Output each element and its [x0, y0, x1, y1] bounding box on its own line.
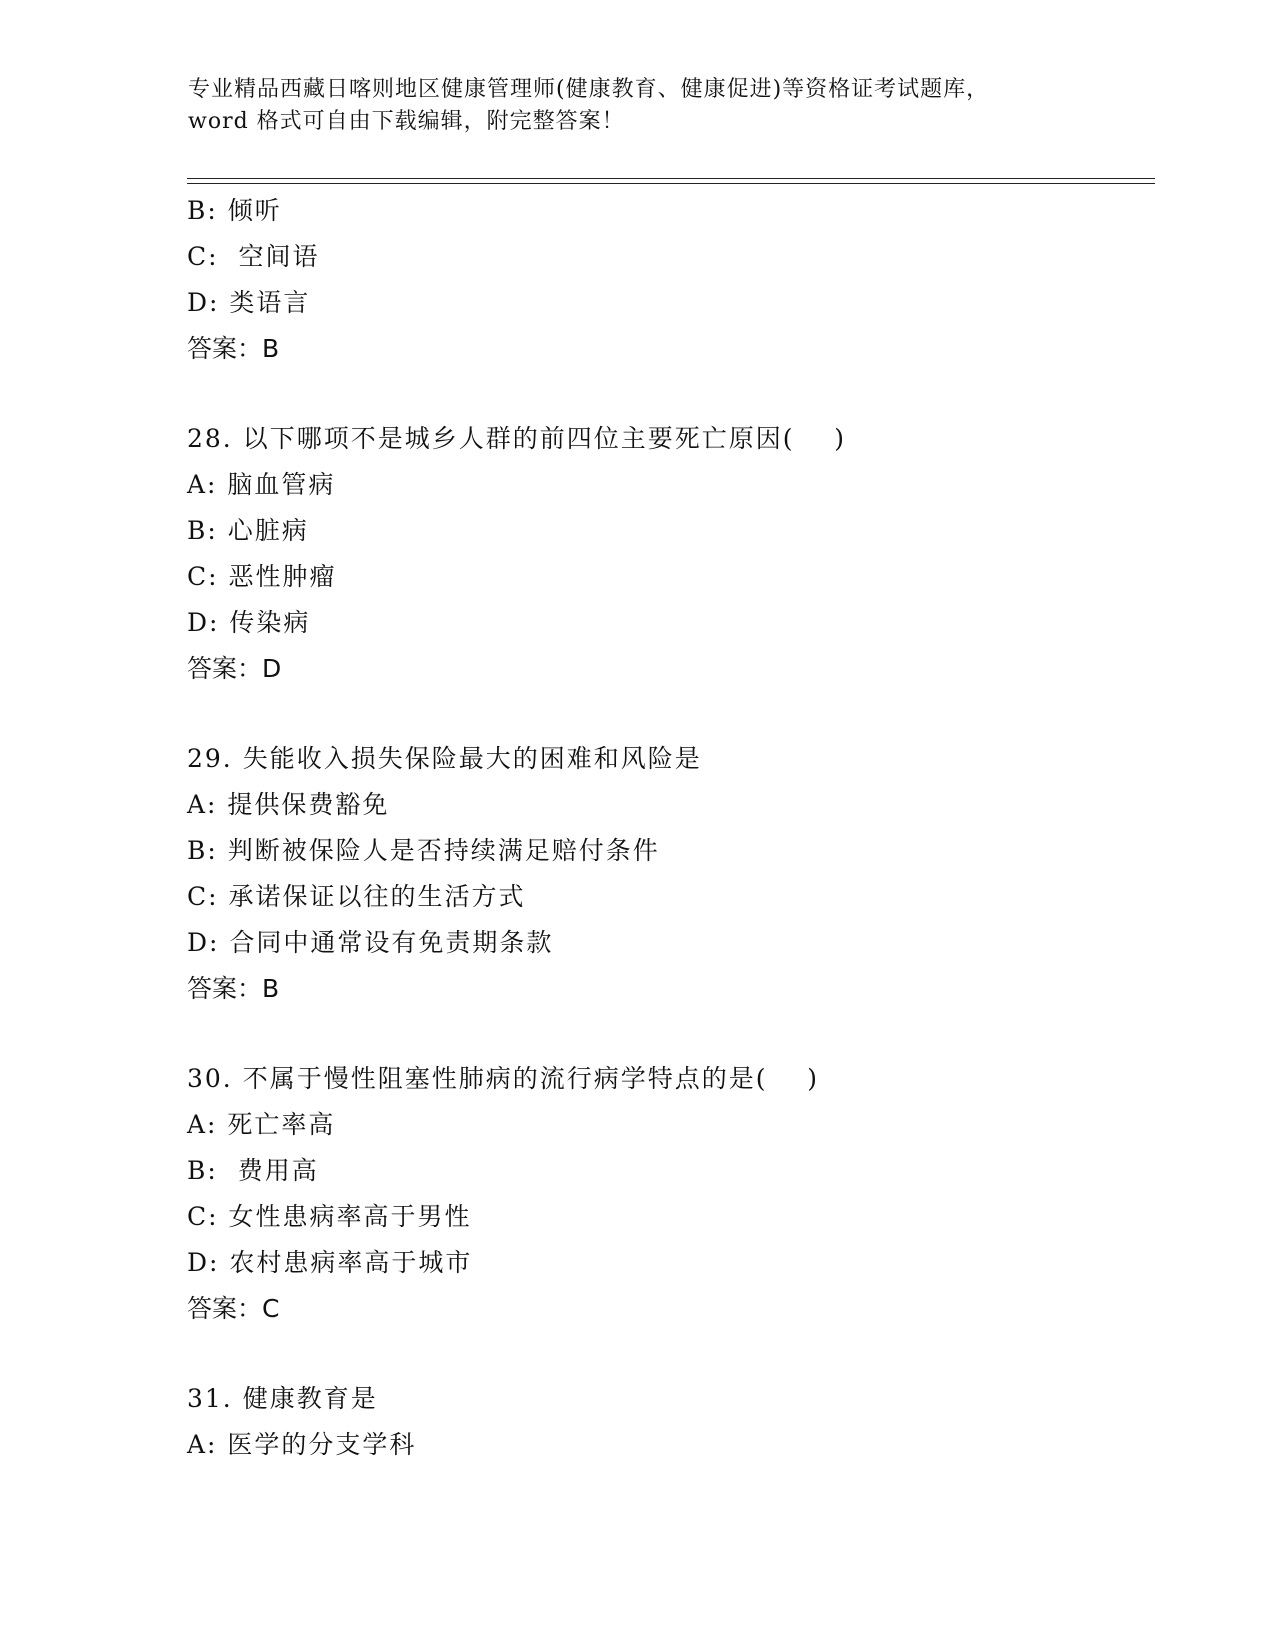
question-stem: 29. 失能收入损失保险最大的困难和风险是: [187, 744, 702, 773]
question-stem: 31. 健康教育是: [187, 1384, 378, 1413]
header-divider-top: [187, 178, 1155, 179]
header-divider-bottom: [187, 183, 1155, 184]
answer: 答案：B: [187, 334, 280, 363]
option-c: C: 空间语: [187, 242, 320, 271]
option-a: A: 提供保费豁免: [187, 790, 390, 819]
question-stem: 28. 以下哪项不是城乡人群的前四位主要死亡原因( ): [187, 424, 847, 453]
question-28: [187, 416, 1147, 692]
option-d: D: 传染病: [187, 608, 311, 637]
answer: 答案：D: [187, 654, 282, 683]
question-list: [187, 188, 1147, 1468]
option-d: D: 农村患病率高于城市: [187, 1248, 473, 1277]
option-d: D: 类语言: [187, 288, 311, 317]
option-b: B: 费用高: [187, 1156, 319, 1185]
document-header: [188, 74, 1088, 138]
answer: 答案：C: [187, 1294, 280, 1323]
option-a: A: 脑血管病: [187, 470, 336, 499]
option-d: D: 合同中通常设有免责期条款: [187, 928, 554, 957]
option-b: B: 判断被保险人是否持续满足赔付条件: [187, 836, 660, 865]
question-stem: 30. 不属于慢性阻塞性肺病的流行病学特点的是( ): [187, 1064, 820, 1093]
question-27-partial: [187, 188, 1147, 372]
option-c: C: 女性患病率高于男性: [187, 1202, 472, 1231]
answer: 答案：B: [187, 974, 280, 1003]
option-a: A: 死亡率高: [187, 1110, 336, 1139]
option-b: B: 心脏病: [187, 516, 309, 545]
option-a: A: 医学的分支学科: [187, 1430, 417, 1459]
question-29: [187, 736, 1147, 1012]
option-c: C: 承诺保证以往的生活方式: [187, 882, 526, 911]
header-line-2: word 格式可自由下载编辑，附完整答案！: [188, 109, 625, 134]
question-31: [187, 1376, 1147, 1468]
option-c: C: 恶性肿瘤: [187, 562, 337, 591]
question-30: [187, 1056, 1147, 1332]
header-line-1: 专业精品西藏日喀则地区健康管理师(健康教育、健康促进)等资格证考试题库，: [188, 77, 990, 102]
option-b: B: 倾听: [187, 196, 282, 225]
